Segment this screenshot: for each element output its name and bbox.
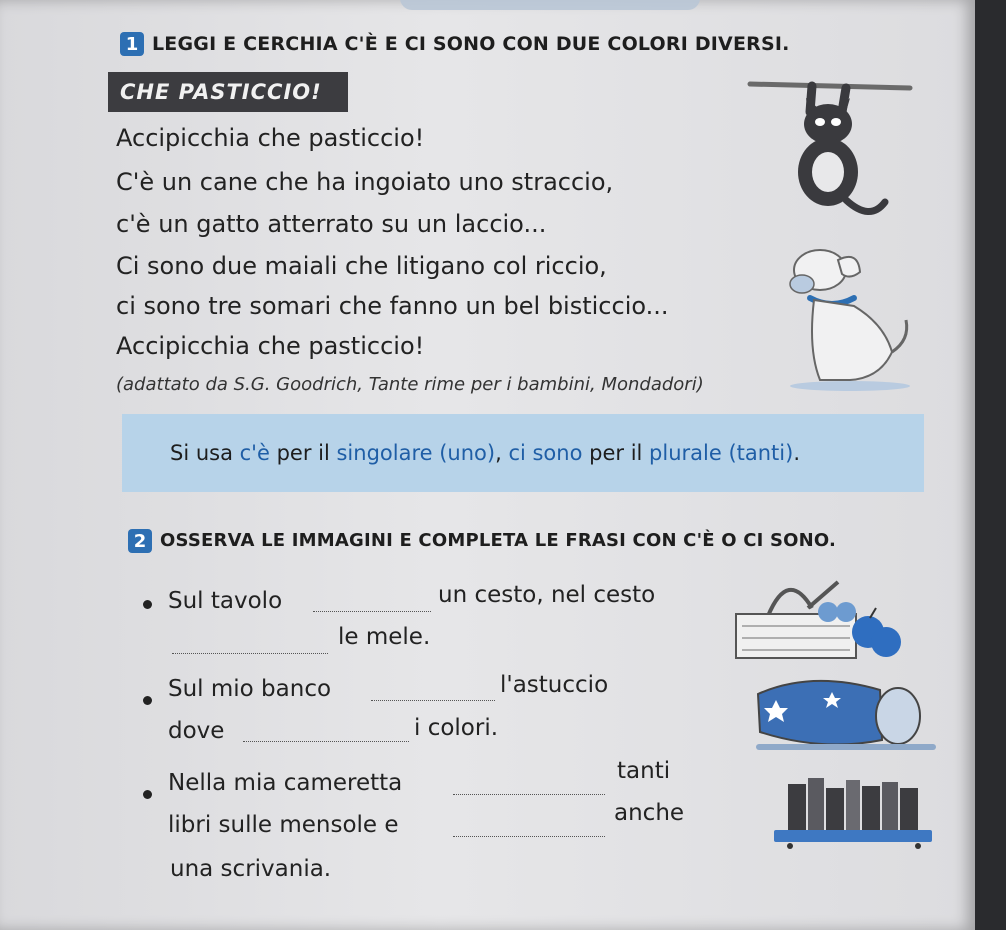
poem-line-2: C'è un cane che ha ingoiato uno straccio, <box>116 168 614 196</box>
rule-text-4: per il <box>582 441 650 465</box>
sentence-3-part-c: libri sulle mensole e <box>168 812 399 838</box>
rule-text-5: . <box>793 441 801 465</box>
poem-line-5: ci sono tre somari che fanno un bel bisticcio... <box>116 292 669 320</box>
dog-illustration <box>780 240 920 390</box>
sentence-3-part-e: una scrivania. <box>170 856 332 882</box>
rule-highlight-ci-sono: ci sono <box>508 441 583 465</box>
exercise-1-instruction: LEGGI E CERCHIA C'È E CI SONO CON DUE COLORI DIVERSI. <box>152 33 790 55</box>
exercise-2-instruction: OSSERVA LE IMMAGINI E COMPLETA LE FRASI CON C'È O CI SONO. <box>160 530 837 551</box>
bullet-3 <box>143 790 152 799</box>
poem-line-4: Ci sono due maiali che litigano col riccio, <box>116 252 607 280</box>
bullet-2 <box>143 696 152 705</box>
sentence-2-part-c: dove <box>168 718 225 744</box>
sentence-1-blank-1[interactable] <box>313 611 431 612</box>
sentence-1-blank-2[interactable] <box>172 653 328 654</box>
sentence-1-part-a: Sul tavolo <box>168 588 283 614</box>
poem-line-1: Accipicchia che pasticcio! <box>116 124 425 152</box>
sentence-3-part-d: anche <box>614 800 685 826</box>
poem-line-6: Accipicchia che pasticcio! <box>116 332 425 360</box>
poem-line-3: c'è un gatto atterrato su un laccio... <box>116 210 547 238</box>
basket-with-apples-illustration <box>728 568 908 668</box>
pencil-case-illustration <box>752 670 942 760</box>
bookshelf-illustration <box>768 770 938 850</box>
rule-highlight-singolare: singolare (uno) <box>336 441 496 465</box>
top-banner-decoration <box>400 0 700 10</box>
rule-text-3: , <box>495 441 509 465</box>
exercise-1-number-badge: 1 <box>120 32 144 56</box>
sentence-3-part-b: tanti <box>617 758 671 784</box>
sentence-2-part-a: Sul mio banco <box>168 676 332 702</box>
sentence-2-blank-1[interactable] <box>371 700 495 701</box>
rule-highlight-ce: c'è <box>239 441 270 465</box>
sentence-1-part-b: un cesto, nel cesto <box>438 582 656 608</box>
rule-highlight-plurale: plurale (tanti) <box>649 441 794 465</box>
sentence-1-part-c: le mele. <box>338 624 431 650</box>
grammar-rule-box <box>122 414 924 492</box>
poem-citation: (adattato da S.G. Goodrich, Tante rime per i bambini, Mondadori) <box>116 374 704 395</box>
rule-text-2: per il <box>269 441 337 465</box>
sentence-2-part-d: i colori. <box>414 715 499 741</box>
sentence-3-part-a: Nella mia cameretta <box>168 770 403 796</box>
sentence-3-blank-1[interactable] <box>453 794 605 795</box>
exercise-2-number-badge: 2 <box>128 529 152 553</box>
bullet-1 <box>143 600 152 609</box>
cat-hanging-illustration <box>750 72 930 232</box>
sentence-2-blank-2[interactable] <box>243 741 409 742</box>
rule-text-1: Si usa <box>170 441 240 465</box>
poem-title: CHE PASTICCIO! <box>108 72 348 112</box>
sentence-3-blank-2[interactable] <box>453 836 605 837</box>
sentence-2-part-b: l'astuccio <box>500 672 609 698</box>
